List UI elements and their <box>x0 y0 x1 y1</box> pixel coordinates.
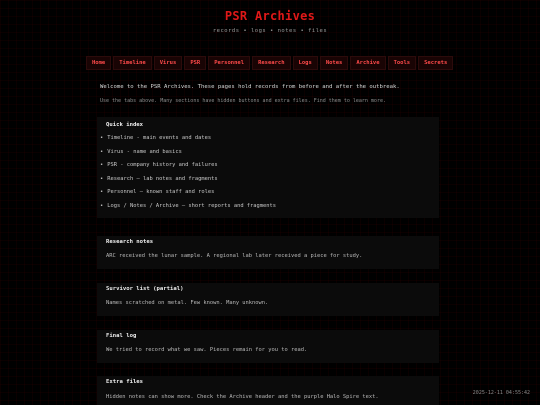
tab-secrets[interactable]: Secrets <box>418 56 453 70</box>
section-body: We tried to record what we saw. Pieces remain for you to read. <box>106 347 308 353</box>
bullet-icon: • <box>100 135 104 141</box>
section-title: Research notes <box>106 239 154 245</box>
site-subtitle: records • logs • notes • files <box>212 28 328 34</box>
tab-notes[interactable]: Notes <box>320 56 349 70</box>
bullet-icon: • <box>100 202 104 209</box>
tab-logs[interactable]: Logs <box>293 56 318 70</box>
bullet-icon: • <box>100 148 104 155</box>
list-item[interactable]: • Research — lab notes and fragments <box>100 175 218 182</box>
tab-timeline[interactable]: Timeline <box>113 56 152 70</box>
tab-home[interactable]: Home <box>86 56 111 70</box>
section-body: ARC received the lunar sample. A regional lab later received a piece for study. <box>106 253 363 259</box>
tab-virus[interactable]: Virus <box>154 56 183 70</box>
tab-personnel[interactable]: Personnel <box>208 56 250 70</box>
section-title: Survivor list (partial) <box>106 286 184 292</box>
list-item[interactable]: • PSR - company history and failures <box>100 162 218 169</box>
extra-files-card <box>97 376 439 405</box>
quick-index-list <box>100 132 276 214</box>
survivor-list-card <box>97 283 439 316</box>
tab-tools[interactable]: Tools <box>388 56 417 70</box>
tab-psr[interactable]: PSR <box>184 56 206 70</box>
list-item[interactable]: • Personnel — known staff and roles <box>100 189 215 196</box>
section-body: Hidden notes can show more. Check the Archive header and the purple Halo Spire text. <box>106 394 379 400</box>
bullet-icon: • <box>100 162 104 169</box>
research-notes-card <box>97 236 439 269</box>
list-item[interactable]: • Virus - name and basics <box>100 148 182 155</box>
bullet-icon: • <box>100 175 104 182</box>
intro-section <box>100 82 460 104</box>
hint-text: Use the tabs above. Many sections have hidden buttons and extra files. Find them to learn more. <box>100 98 386 104</box>
site-title: PSR Archives <box>224 9 316 23</box>
welcome-text: Welcome to the PSR Archives. These pages hold records from before and after the outbreak. <box>100 84 400 90</box>
list-item[interactable]: • Logs / Notes / Archive — short reports and fragments <box>100 202 277 209</box>
tab-research[interactable]: Research <box>252 56 291 70</box>
quick-index-card <box>97 117 439 218</box>
bullet-icon: • <box>100 189 104 196</box>
final-log-card <box>97 330 439 363</box>
quick-index-title: Quick index <box>106 122 144 128</box>
section-title: Final log <box>106 333 137 339</box>
list-item[interactable]: • Timeline - main events and dates <box>100 135 212 141</box>
section-body: Names scratched on metal. Few known. Many unknown. <box>106 300 269 306</box>
nav-tabs <box>86 56 453 70</box>
section-title: Extra files <box>106 379 144 385</box>
timestamp: 2025-12-11 04:55:42 <box>472 390 530 396</box>
tab-archive[interactable]: Archive <box>350 56 385 70</box>
